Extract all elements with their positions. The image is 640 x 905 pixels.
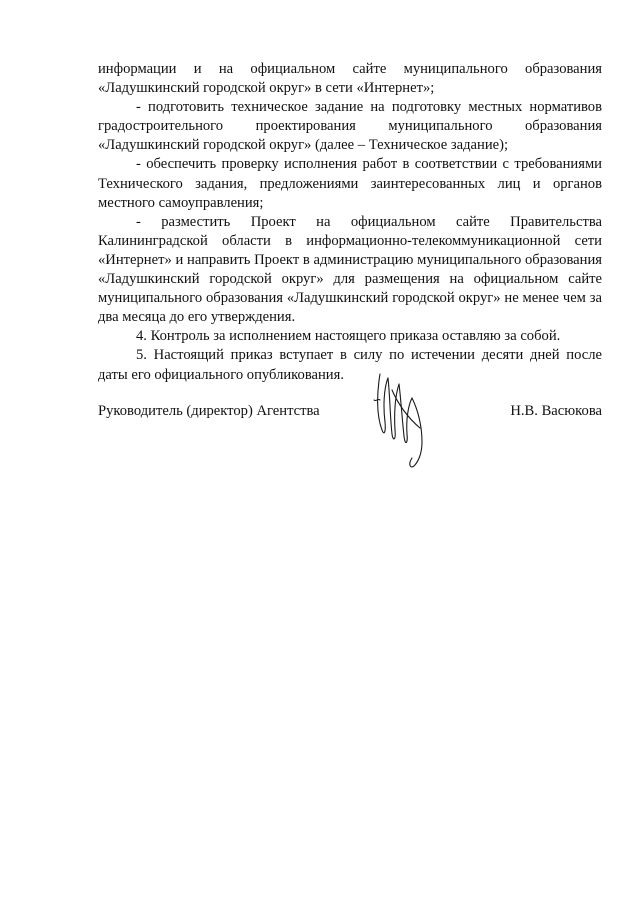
document-body (98, 60, 602, 385)
signatory-title: Руководитель (директор) Агентства (98, 403, 320, 419)
paragraph-effective-date: 5. Настоящий приказ вступает в силу по истечении десяти дней после даты его официального опубликования. (98, 347, 602, 383)
paragraph-technical-task: - подготовить техническое задание на подготовку местных нормативов градостроительного проектирования муниципального образования «Ладушкинский городской округ» (далее – Техническое задание); (98, 99, 602, 154)
paragraph-publication: - разместить Проект на официальном сайте Правительства Калининградской области в информационно-телекоммуникационной сети «Интернет» и направить Проект в администрацию муниципального образования «Ладушкинский городской округ» для размещения на официальном сайте муниципального образования «Ладушкинский городской округ» не менее чем за два месяца до его утверждения. (98, 213, 602, 326)
paragraph-verification: - обеспечить проверку исполнения работ в соответствии с требованиями Технического задания, предложениями заинтересованных лиц и органов местного самоуправления; (98, 156, 602, 211)
signatory-name: Н.В. Васюкова (510, 403, 602, 419)
paragraph-control: 4. Контроль за исполнением настоящего приказа оставляю за собой. (136, 328, 561, 345)
paragraph-continuation: информации и на официальном сайте муниципального образования «Ладушкинский городской округ» в сети «Интернет»; (98, 61, 602, 97)
handwritten-signature-icon (368, 370, 432, 470)
signature-block (98, 402, 602, 426)
